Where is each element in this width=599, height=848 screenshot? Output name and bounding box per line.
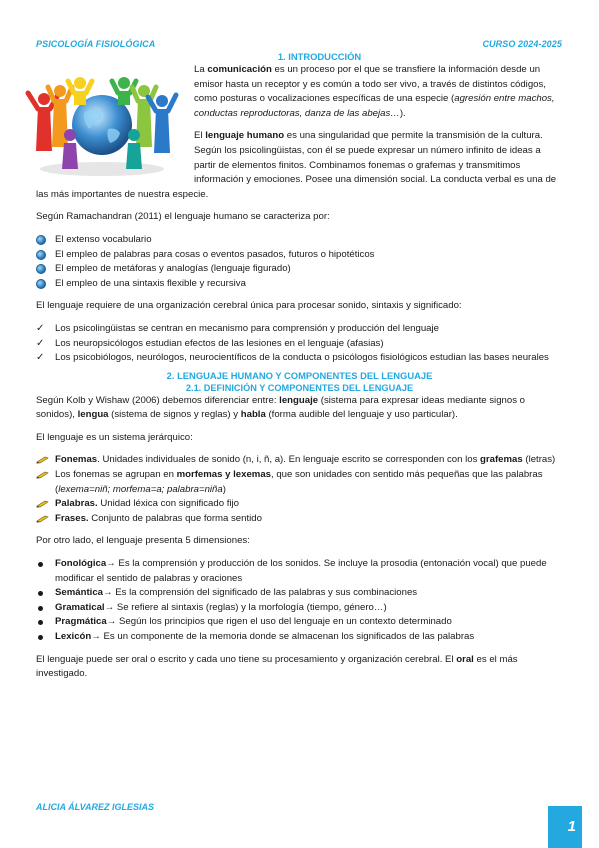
section-1-heading: 1. INTRODUCCIÓN (277, 51, 362, 62)
pencil-icon (36, 470, 49, 479)
bullet-dot-icon (38, 591, 43, 596)
list-item: El extenso vocabulario (36, 233, 563, 248)
list-item: Fonológica→ Es la comprensión y producción de los sonidos. Se incluye la prosodia (entonación vocal) que puede modificar el sentido de palabras y oraciones (36, 557, 563, 586)
header-course-title: PSICOLOGÍA FISIOLÓGICA (36, 39, 156, 49)
globe-icon (36, 264, 46, 274)
section-2-heading: 2. LENGUAJE HUMANO Y COMPONENTES DEL LENGUAJE (166, 369, 433, 381)
hierarchy-list (36, 453, 563, 526)
pencil-icon (36, 455, 49, 464)
section-2-1-heading: 2.1. DEFINICIÓN Y COMPONENTES DEL LENGUAJE (185, 382, 414, 393)
bullet-dot-icon (38, 620, 43, 625)
header-course-year: CURSO 2024-2025 (482, 39, 562, 49)
list-item: Fonemas. Unidades individuales de sonido (n, i, ñ, a). En lenguaje escrito se corresponden con los grafemas (letras) (36, 453, 563, 468)
list-item: ✓ Los psicolingüistas se centran en mecanismo para comprensión y producción del lenguaje (36, 322, 563, 337)
bullet-dot-icon (38, 606, 43, 611)
pencil-icon (36, 499, 49, 508)
list-item: Lexicón→ Es un componente de la memoria donde se almacenan los significados de las palabras (36, 630, 563, 645)
brain-organization-paragraph: El lenguaje requiere de una organización cerebral única para procesar sonido, sintaxis y significado: (36, 300, 462, 312)
page-content (36, 50, 563, 690)
list-item: Semántica→ Es la comprensión del significado de las palabras y sus combinaciones (36, 586, 563, 601)
page-number: 1 (548, 806, 582, 848)
list-item: ✓ Los psicobiólogos, neurólogos, neurocientíficos de la conducta o psicólogos fisiológicos estudian las bases neurales (36, 351, 563, 366)
bullet-dot-icon (38, 635, 43, 640)
globe-icon (36, 235, 46, 245)
oral-written-paragraph: El lenguaje puede ser oral o escrito y cada uno tiene su procesamiento y organización cerebral. El oral es el más investigado. (36, 653, 518, 680)
dimensions-list (36, 557, 563, 645)
globe-icon (36, 250, 46, 260)
person-blue-icon (148, 95, 176, 153)
bullet-dot-icon (38, 562, 43, 567)
list-item: Frases. Conjunto de palabras que forma sentido (36, 512, 563, 527)
intro-paragraph-human-language: El lenguaje humano es una singularidad que permite la transmisión de la cultura. Según los psicolingüistas, con él se puede expresar un número infinito de ideas a partir de elementos finitos. Combinamos fonemas o grafemas y transmitimos información y emociones. Posee una dimensión social. La conducta verbal es una de las más importantes de nuestra especie. (36, 130, 557, 200)
list-item: Gramatical→ Se refiere al sintaxis (reglas) y la morfología (tiempo, género…) (36, 601, 563, 616)
list-item: Pragmática→ Según los principios que rigen el uso del lenguaje en un contexto determinado (36, 615, 563, 630)
globe-icon (36, 279, 46, 289)
kolb-wishaw-paragraph: Según Kolb y Wishaw (2006) debemos diferenciar entre: lenguaje (sistema para expresar ideas mediante signos o sonidos), lengua (sistema de signos y reglas) y habla (forma audible del lenguaje y uso particular). (36, 394, 525, 421)
disciplines-list (36, 322, 563, 366)
people-around-globe-illustration (22, 69, 182, 179)
pencil-icon (36, 514, 49, 523)
footer-author: ALICIA ÁLVAREZ IGLESIAS (36, 802, 155, 812)
check-icon: ✓ (36, 352, 45, 364)
list-item: El empleo de metáforas y analogías (lenguaje figurado) (36, 262, 563, 277)
dimensions-paragraph: Por otro lado, el lenguaje presenta 5 dimensiones: (36, 535, 250, 547)
hierarchy-paragraph: El lenguaje es un sistema jerárquico: (36, 431, 193, 443)
list-item: Los fonemas se agrupan en morfemas y lexemas, que son unidades con sentido más pequeñas que las palabras (lexema=niñ; morfema=a; palabra=niña) (36, 468, 563, 497)
check-icon: ✓ (36, 322, 45, 334)
list-item: ✓ Los neuropsicólogos estudian efectos de las lesiones en el lenguaje (afasias) (36, 337, 563, 352)
list-item: Palabras. Unidad léxica con significado fijo (36, 497, 563, 512)
person-purple-icon (62, 129, 78, 169)
ramachandran-paragraph: Según Ramachandran (2011) el lenguaje humano se caracteriza por: (36, 211, 330, 223)
language-characteristics-list (36, 233, 563, 291)
list-item: El empleo de una sintaxis flexible y recursiva (36, 277, 563, 292)
person-teal-icon (126, 129, 142, 169)
intro-paragraph-communication: La comunicación es un proceso por el que se transfiere la información desde un emisor hasta un receptor y es común a todo ser vivo, a través de distintos códigos, como posturas o vocalizaciones específicas de una especie (agresión entre machos, conductas reproductoras, danza de las abejas…). (194, 64, 555, 119)
list-item: El empleo de palabras para cosas o eventos pasados, futuros o hipotéticos (36, 248, 563, 263)
check-icon: ✓ (36, 337, 45, 349)
